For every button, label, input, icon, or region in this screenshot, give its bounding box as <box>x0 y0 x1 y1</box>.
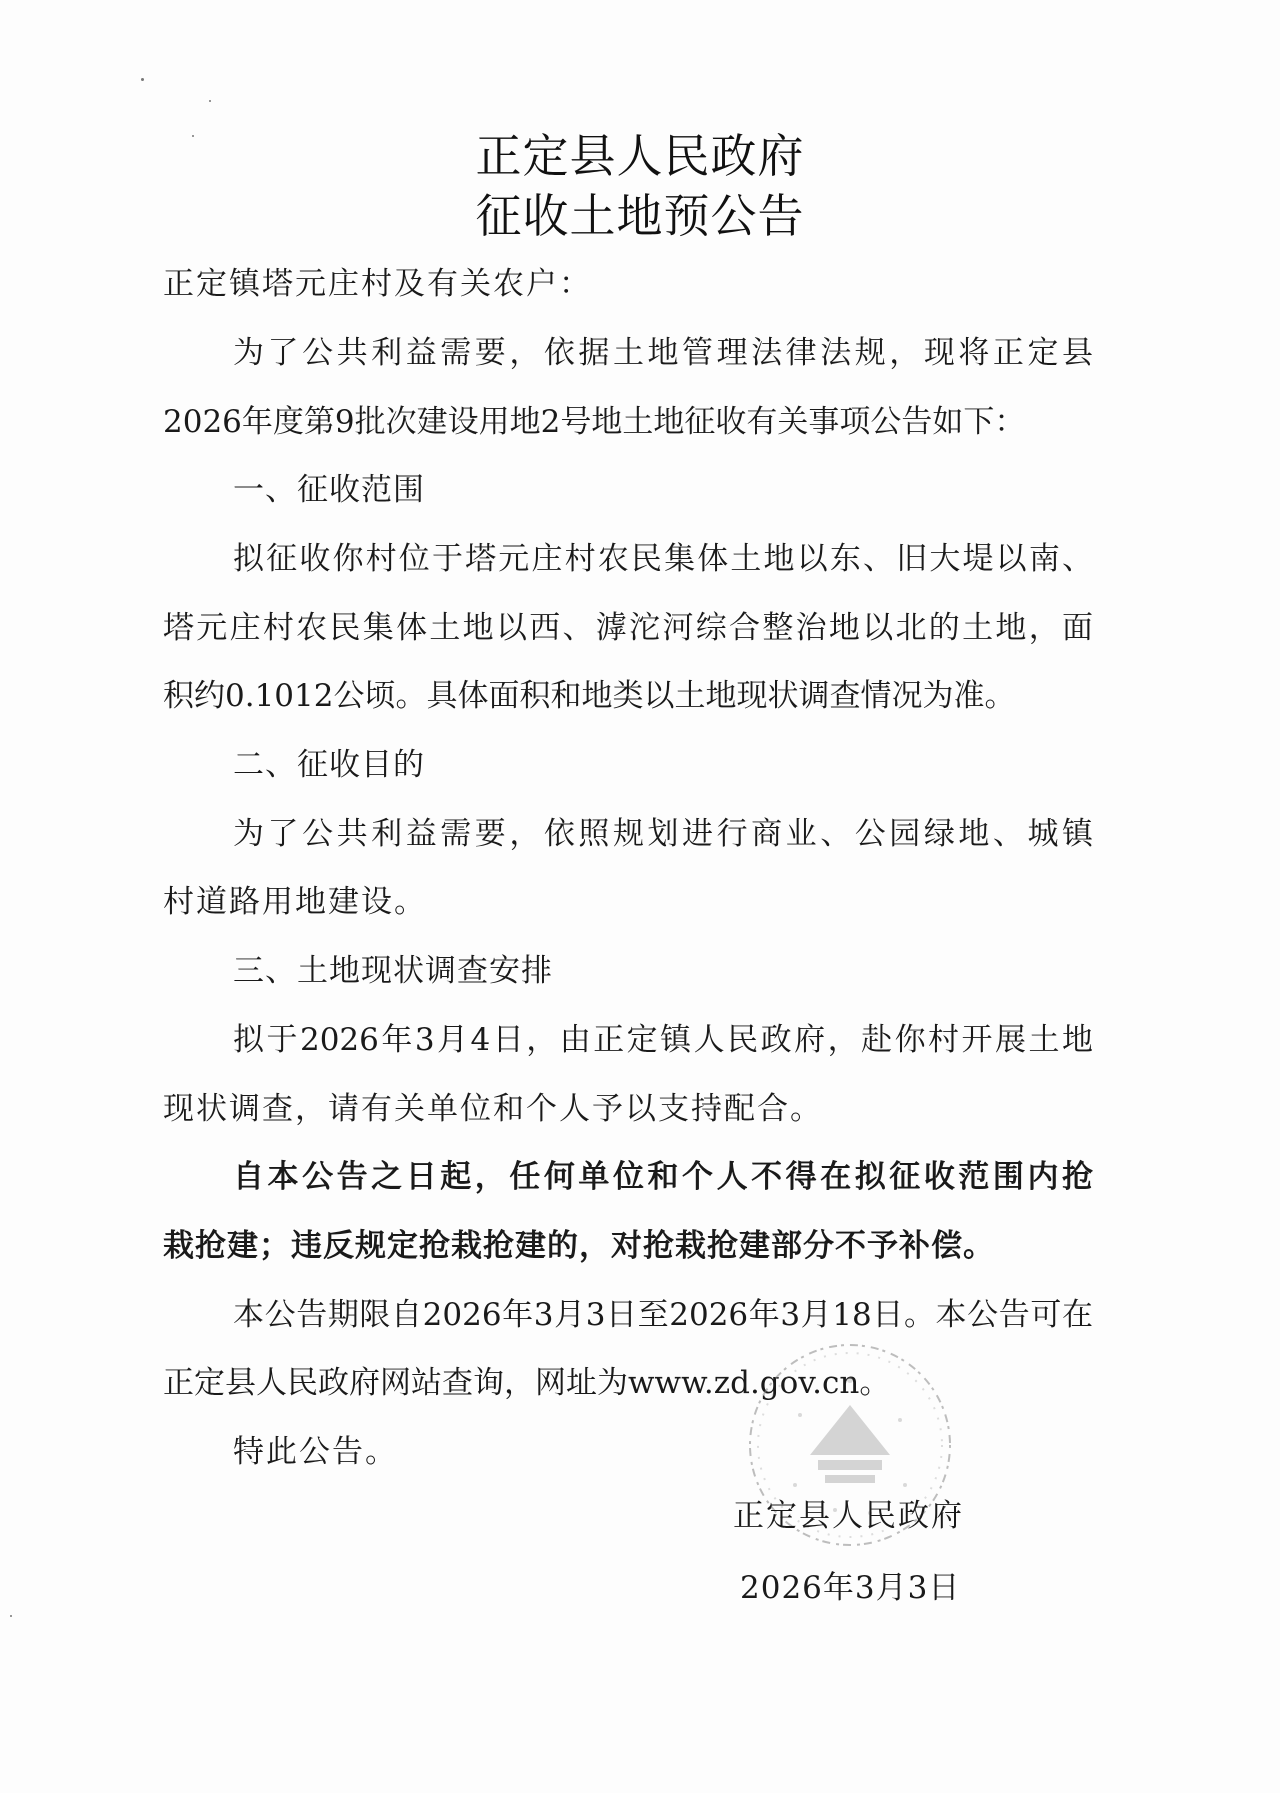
section1-heading: 一、征收范围 <box>233 472 425 508</box>
section1-line-1: 拟征收你村位于塔元庄村农民集体土地以东、旧大堤以南、 <box>233 541 1093 577</box>
section3-heading: 三、土地现状调查安排 <box>233 953 553 989</box>
signature-organization: 正定县人民政府 <box>733 1498 964 1534</box>
document-title-line2: 征收土地预公告 <box>475 189 805 243</box>
section2-line-1: 为了公共利益需要，依照规划进行商业、公园绿地、城镇 <box>233 816 1093 852</box>
section2-line-2: 村道路用地建设。 <box>163 884 427 920</box>
signature-date: 2026年3月3日 <box>740 1570 961 1606</box>
document-title-line1: 正定县人民政府 <box>475 129 805 183</box>
section3-line-1: 拟于2026年3月4日，由正定镇人民政府，赴你村开展土地 <box>233 1022 1093 1058</box>
intro-line-2: 2026年度第9批次建设用地2号地土地征收有关事项公告如下： <box>163 404 1026 440</box>
period-line-1: 本公告期限自2026年3月3日至2026年3月18日。本公告可在 <box>233 1297 1093 1333</box>
intro-line-1: 为了公共利益需要，依据土地管理法律法规，现将正定县 <box>233 335 1093 371</box>
warning-line-1: 自本公告之日起，任何单位和个人不得在拟征收范围内抢 <box>233 1159 1093 1195</box>
scan-speck <box>10 1615 12 1617</box>
closing-text: 特此公告。 <box>233 1434 398 1470</box>
section2-heading: 二、征收目的 <box>233 747 425 783</box>
scan-speck <box>209 100 211 102</box>
section1-line-2: 塔元庄村农民集体土地以西、滹沱河综合整治地以北的土地，面 <box>163 610 1093 646</box>
period-line-2: 正定县人民政府网站查询，网址为www.zd.gov.cn。 <box>163 1365 891 1401</box>
scan-speck <box>141 78 144 81</box>
section1-line-3: 积约0.1012公顷。具体面积和地类以土地现状调查情况为准。 <box>163 678 1016 714</box>
salutation: 正定镇塔元庄村及有关农户： <box>163 266 592 302</box>
warning-line-2: 栽抢建；违反规定抢栽抢建的，对抢栽抢建部分不予补偿。 <box>163 1228 995 1264</box>
section3-line-2: 现状调查，请有关单位和个人予以支持配合。 <box>163 1091 823 1127</box>
